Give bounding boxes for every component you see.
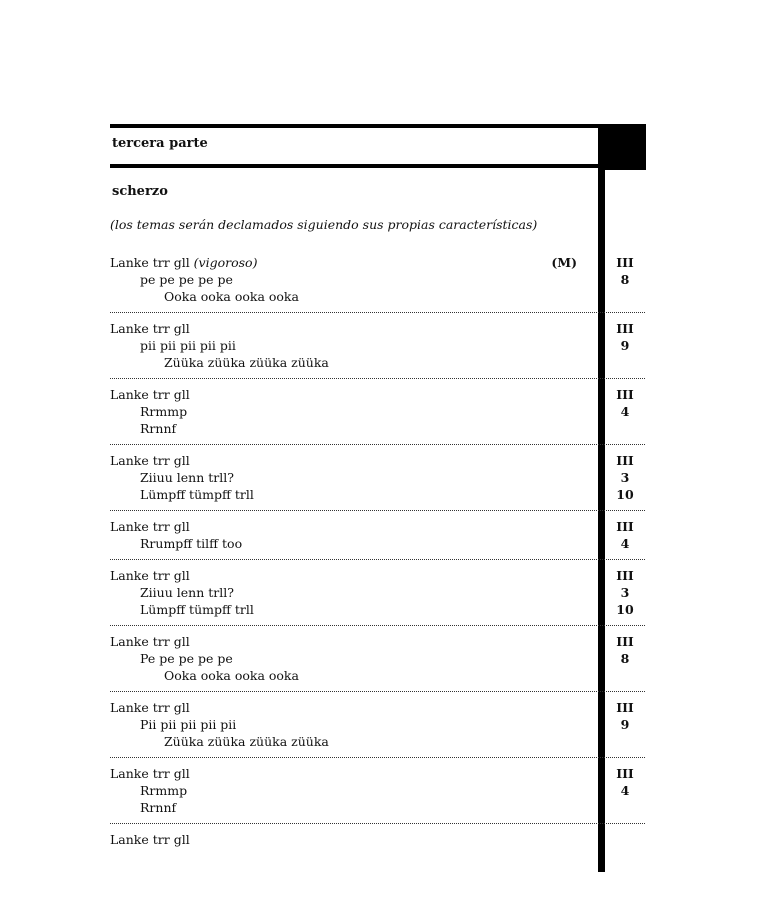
entry-line: Ooka ooka ooka ooka	[164, 289, 299, 304]
entry-number: 3	[620, 470, 630, 485]
section-title: tercera parte	[112, 136, 208, 151]
entry-numbers	[610, 518, 640, 552]
entry-number: 4	[620, 783, 630, 798]
entry-line: Ooka ooka ooka ooka	[164, 668, 299, 683]
entry-line: Lanke trr gll	[110, 387, 190, 402]
score-entry	[110, 386, 645, 437]
entry-line: Lanke trr gll (vigoroso)	[110, 255, 258, 270]
title-rule	[110, 164, 598, 168]
score-entry	[110, 633, 645, 684]
entry-numbers	[610, 567, 640, 618]
entry-text	[110, 567, 598, 618]
dotted-separator	[110, 625, 645, 626]
entry-line: Lümpff tümpff trll	[140, 487, 254, 502]
voice-mark: (M)	[551, 255, 577, 270]
score-entry	[110, 567, 645, 618]
entry-line: Rrnnf	[140, 800, 177, 815]
entry-line: Rrnnf	[140, 421, 177, 436]
corner-block	[598, 124, 646, 170]
top-rule	[110, 124, 598, 128]
entry-line: Züüka züüka züüka züüka	[164, 355, 329, 370]
entry-line: Züüka züüka züüka züüka	[164, 734, 329, 749]
score-entry	[110, 831, 645, 848]
entry-number: 4	[620, 536, 630, 551]
score-entry	[110, 518, 645, 552]
entry-line: Pii pii pii pii pii	[140, 717, 237, 732]
entry-number: 9	[620, 717, 630, 732]
tempo-marking: (vigoroso)	[193, 255, 258, 270]
entry-line: Rrumpff tilff too	[140, 536, 243, 551]
entry-line: Lanke trr gll	[110, 321, 190, 336]
entry-line: pe pe pe pe pe	[140, 272, 233, 287]
performance-note: (los temas serán declamados siguiendo sus propias características)	[110, 217, 538, 232]
entry-number: III	[616, 519, 634, 534]
score-entry	[110, 765, 645, 816]
entry-text	[110, 633, 598, 684]
entry-line: Lanke trr gll	[110, 700, 190, 715]
dotted-separator	[110, 691, 645, 692]
dotted-separator	[110, 444, 645, 445]
entry-line: Lanke trr gll	[110, 568, 190, 583]
entry-line: Lanke trr gll	[110, 519, 190, 534]
entry-text	[110, 831, 598, 848]
entry-numbers	[610, 765, 640, 799]
entry-text	[110, 452, 598, 503]
entry-line: Lanke trr gll	[110, 634, 190, 649]
entry-numbers	[610, 386, 640, 420]
entry-line: Lanke trr gll	[110, 832, 190, 847]
score-entries	[110, 254, 645, 848]
entry-line: Ziiuu lenn trll?	[140, 470, 234, 485]
entry-line: Rrmmp	[140, 783, 188, 798]
dotted-separator	[110, 559, 645, 560]
entry-number: 8	[620, 651, 630, 666]
score-entry	[110, 254, 645, 305]
entry-text	[110, 386, 598, 437]
entry-number: III	[616, 321, 634, 336]
movement-title: scherzo	[112, 184, 168, 199]
entry-number: III	[616, 700, 634, 715]
entry-line: Lanke trr gll	[110, 766, 190, 781]
dotted-separator	[110, 823, 645, 824]
dotted-separator	[110, 757, 645, 758]
entry-text	[110, 518, 598, 552]
entry-numbers	[610, 452, 640, 503]
entry-text	[110, 320, 598, 371]
entry-number: 10	[616, 602, 634, 617]
dotted-separator	[110, 378, 645, 379]
entry-number: 4	[620, 404, 630, 419]
score-entry	[110, 699, 645, 750]
entry-number: III	[616, 766, 634, 781]
entry-number: 8	[620, 272, 630, 287]
entry-number: III	[616, 568, 634, 583]
entry-numbers	[610, 320, 640, 354]
entry-line: Lanke trr gll	[110, 453, 190, 468]
entry-numbers	[610, 699, 640, 733]
entry-line: pii pii pii pii pii	[140, 338, 236, 353]
score-entry	[110, 320, 645, 371]
dotted-separator	[110, 510, 645, 511]
dotted-separator	[110, 312, 645, 313]
score-entry	[110, 452, 645, 503]
entry-text	[110, 254, 598, 305]
entry-number: III	[616, 255, 634, 270]
entry-line: Rrmmp	[140, 404, 188, 419]
entry-number: 9	[620, 338, 630, 353]
entry-number: 3	[620, 585, 630, 600]
entry-number: III	[616, 387, 634, 402]
entry-number: III	[616, 634, 634, 649]
entry-line: Lümpff tümpff trll	[140, 602, 254, 617]
entry-line: Pe pe pe pe pe	[140, 651, 233, 666]
entry-number: III	[616, 453, 634, 468]
entry-line: Ziiuu lenn trll?	[140, 585, 234, 600]
entry-text	[110, 765, 598, 816]
entry-numbers	[610, 633, 640, 667]
entry-text	[110, 699, 598, 750]
entry-number: 10	[616, 487, 634, 502]
entry-numbers	[610, 254, 640, 288]
